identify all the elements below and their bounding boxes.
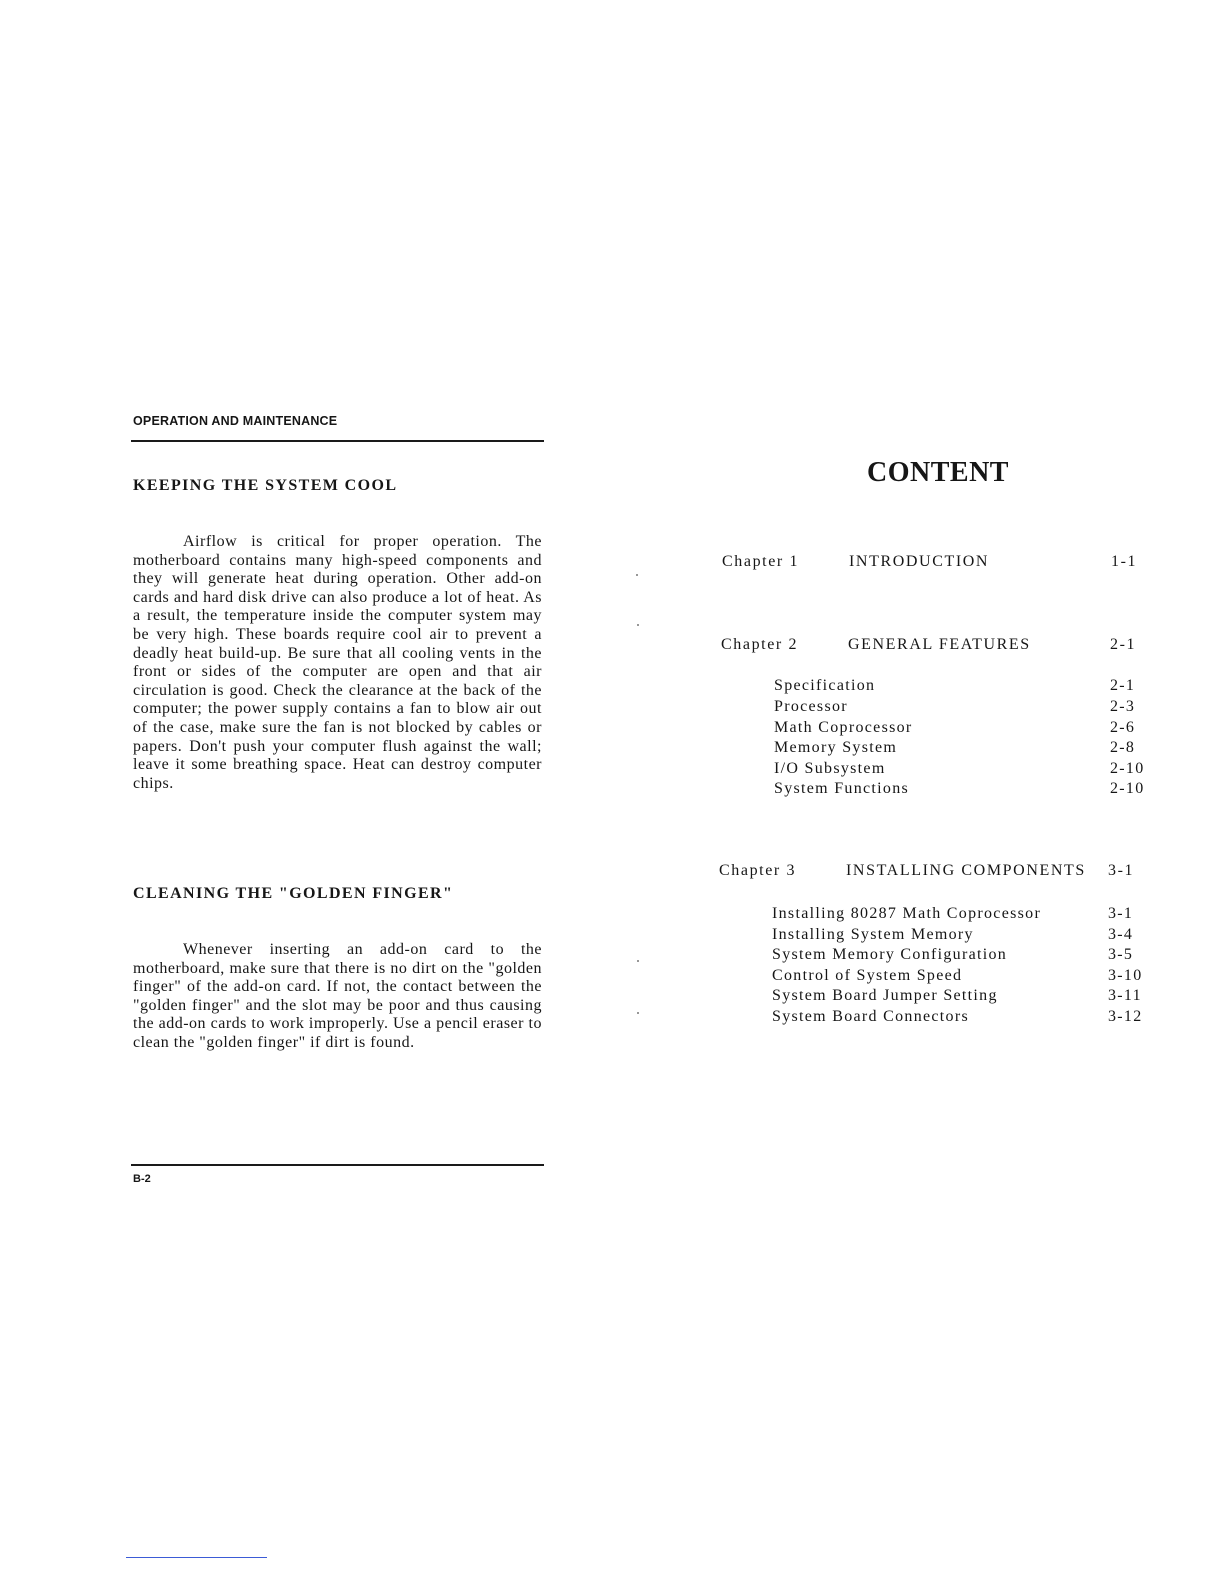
toc-entry-label: I/O Subsystem (774, 760, 886, 777)
chapter-label: Chapter 1 (722, 553, 800, 570)
toc-entry-label: System Board Jumper Setting (772, 987, 998, 1004)
toc-entry (774, 780, 1145, 800)
toc-entry-label: Math Coprocessor (774, 719, 913, 736)
toc-entry (772, 946, 1138, 966)
toc-entry-label: Installing 80287 Math Coprocessor (772, 905, 1042, 922)
toc-entry (774, 677, 1140, 697)
toc-entry-label: System Memory Configuration (772, 946, 1008, 963)
chapter-page: 2-1 (1110, 636, 1137, 653)
bottom-link-underline (126, 1557, 267, 1558)
toc-chapter-3 (719, 862, 1139, 884)
chapter-label: Chapter 2 (721, 636, 799, 653)
toc-entry (774, 698, 1140, 718)
toc-entry-label: Processor (774, 698, 848, 715)
toc-entry-page: 2-10 (1110, 780, 1145, 797)
section-body-golden-finger: Whenever inserting an add-on card to the motherboard, make sure that there is no dirt on the "golden finger" of the add-on card. If not, the contact between the "golden finger" and the slot may be poor and thus causing the add-on cards to work improperly. Use a pencil eraser to clean the "golden finger" if dirt is found. (133, 941, 542, 1051)
toc-entry-label: Installing System Memory (772, 926, 974, 943)
chapter-title: GENERAL FEATURES (848, 636, 1031, 653)
toc-entry (772, 987, 1142, 1007)
toc-entry (774, 719, 1140, 739)
chapter-page: 1-1 (1111, 553, 1138, 570)
scan-speck (637, 1012, 639, 1014)
chapter-title: INSTALLING COMPONENTS (846, 862, 1086, 879)
toc-entry-label: Memory System (774, 739, 898, 756)
toc-entry-label: Control of System Speed (772, 967, 963, 984)
toc-entry-page: 3-4 (1108, 926, 1134, 943)
toc-entry-page: 3-10 (1108, 967, 1143, 984)
section-heading-golden-finger: CLEANING THE "GOLDEN FINGER" (133, 885, 454, 902)
chapter-label: Chapter 3 (719, 862, 797, 879)
toc-entry (772, 1008, 1143, 1028)
section-heading-system-cool: KEEPING THE SYSTEM COOL (133, 477, 398, 494)
toc-entry-page: 3-5 (1108, 946, 1134, 963)
toc-chapter-1 (722, 553, 1142, 575)
toc-entry (772, 905, 1138, 925)
chapter-page: 3-1 (1108, 862, 1135, 879)
toc-entry (772, 967, 1143, 987)
toc-entry-page: 2-1 (1110, 677, 1136, 694)
toc-entry-label: System Board Connectors (772, 1008, 969, 1025)
toc-title: CONTENT (867, 457, 1009, 488)
toc-entry-page: 3-11 (1108, 987, 1142, 1004)
scan-speck (637, 624, 639, 626)
toc-entry-page: 2-8 (1110, 739, 1136, 756)
toc-chapter-2 (721, 636, 1141, 658)
section-body-system-cool: Airflow is critical for proper operation. The motherboard contains many high-speed components and they will generate heat during operation. Other add-on cards and hard disk drive can also produce a lot of heat. As a result, the temperature inside the computer system may be very high. These boards require cool air to prevent a deadly heat build-up. Be sure that all cooling vents in the front or sides of the computer are open and that air circulation is good. Check the clearance at the back of the computer; the power supply contains a fan to blow air out of the case, make sure the fan is not blocked by cables or papers. Don't push your computer flush against the wall; leave it some breathing space. Heat can destroy computer chips. (133, 533, 542, 792)
toc-entry-page: 3-1 (1108, 905, 1134, 922)
running-head: OPERATION AND MAINTENANCE (133, 414, 338, 428)
footer-rule (131, 1164, 544, 1166)
page-number: B-2 (133, 1173, 151, 1185)
toc-entry-page: 2-6 (1110, 719, 1136, 736)
toc-entry-page: 2-10 (1110, 760, 1145, 777)
toc-entry-page: 2-3 (1110, 698, 1136, 715)
chapter-title: INTRODUCTION (849, 553, 990, 570)
toc-entry-page: 3-12 (1108, 1008, 1143, 1025)
toc-entry-label: Specification (774, 677, 876, 694)
toc-entry (772, 926, 1138, 946)
scan-speck (637, 960, 639, 962)
toc-entry (774, 739, 1140, 759)
scan-speck (636, 574, 638, 576)
toc-entry-label: System Functions (774, 780, 910, 797)
header-rule (131, 440, 544, 442)
toc-entry (774, 760, 1145, 780)
